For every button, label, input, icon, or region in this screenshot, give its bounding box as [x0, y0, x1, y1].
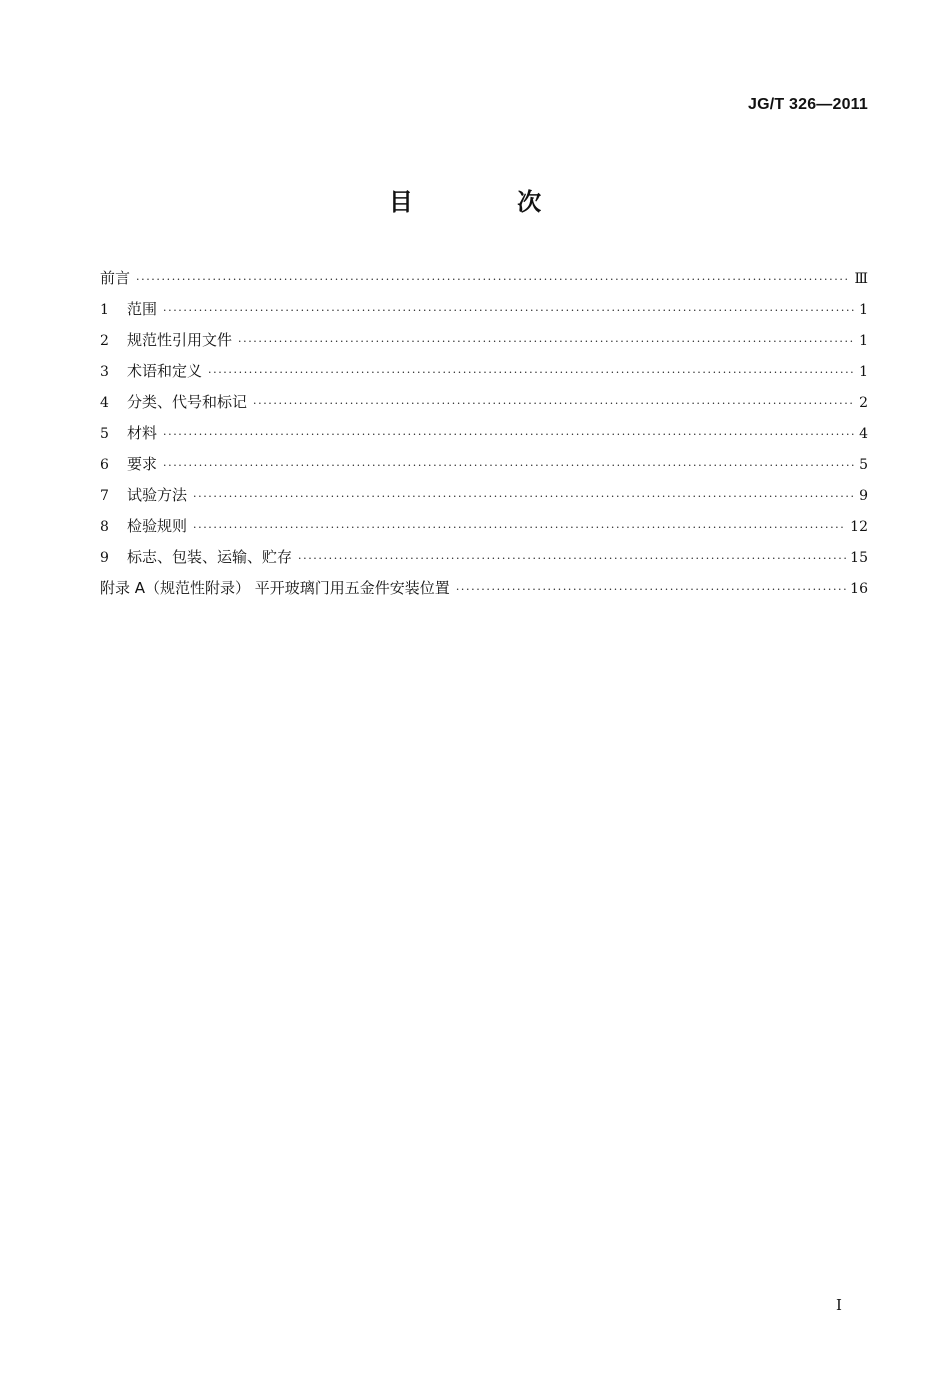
dot-leader — [238, 330, 855, 354]
toc-entry-number: 2 — [100, 333, 109, 349]
dot-leader — [163, 454, 855, 478]
dot-leader — [456, 578, 846, 602]
toc-entry-page: 5 — [859, 457, 868, 473]
toc-entry-title: 前言 — [100, 269, 131, 287]
toc-entry-number: 4 — [100, 395, 109, 411]
dot-leader — [163, 299, 855, 323]
toc-entry-foreword[interactable] — [100, 266, 868, 297]
toc-entry-9[interactable] — [100, 545, 868, 576]
toc-entry-page: 16 — [850, 581, 868, 597]
dot-leader — [193, 516, 846, 540]
toc-entry-page: 1 — [859, 364, 868, 380]
toc-entry-title: 试验方法 — [127, 486, 188, 504]
toc-entry-number: 1 — [100, 302, 109, 318]
toc-entry-title: 术语和定义 — [127, 362, 203, 380]
toc-entry-title: 分类、代号和标记 — [127, 393, 248, 411]
toc-entry-title: 附录 A（规范性附录） 平开玻璃门用五金件安装位置 — [100, 579, 450, 597]
toc-entry-7[interactable] — [100, 483, 868, 514]
toc-entry-page: 12 — [850, 519, 868, 535]
toc-entry-1[interactable] — [100, 297, 868, 328]
toc-entry-page: 1 — [859, 302, 868, 318]
dot-leader — [298, 547, 846, 571]
toc-entry-title: 要求 — [127, 455, 158, 473]
page-number: I — [836, 1296, 842, 1314]
dot-leader — [163, 423, 855, 447]
toc-entry-annex-a[interactable] — [100, 576, 868, 607]
toc-entry-2[interactable] — [100, 328, 868, 359]
toc-entry-title: 检验规则 — [127, 517, 188, 535]
toc-entry-title: 材料 — [127, 424, 158, 442]
toc-entry-title: 标志、包装、运输、贮存 — [127, 548, 293, 566]
standard-code: JG/T 326—2011 — [747, 96, 868, 113]
toc-entry-number: 8 — [100, 519, 109, 535]
toc-entry-5[interactable] — [100, 421, 868, 452]
dot-leader — [136, 268, 850, 292]
toc-entry-6[interactable] — [100, 452, 868, 483]
toc-entry-number: 3 — [100, 364, 109, 380]
toc-entry-page: 2 — [859, 395, 868, 411]
toc-entry-page: 9 — [859, 488, 868, 504]
toc-entry-number: 5 — [100, 426, 109, 442]
toc-entry-page: 15 — [850, 550, 868, 566]
toc-entry-page: 1 — [859, 333, 868, 349]
toc-entry-3[interactable] — [100, 359, 868, 390]
dot-leader — [193, 485, 855, 509]
table-of-contents — [100, 266, 868, 607]
dot-leader — [208, 361, 855, 385]
dot-leader — [253, 392, 855, 416]
toc-entry-number: 9 — [100, 550, 109, 566]
toc-entry-page: 4 — [859, 426, 868, 442]
toc-entry-title: 规范性引用文件 — [127, 331, 233, 349]
toc-entry-number: 6 — [100, 457, 109, 473]
toc-entry-number: 7 — [100, 488, 109, 504]
page-title: 目 次 — [388, 188, 590, 216]
toc-entry-4[interactable] — [100, 390, 868, 421]
toc-entry-8[interactable] — [100, 514, 868, 545]
toc-entry-page: Ⅲ — [854, 271, 868, 287]
toc-entry-title: 范围 — [127, 300, 158, 318]
